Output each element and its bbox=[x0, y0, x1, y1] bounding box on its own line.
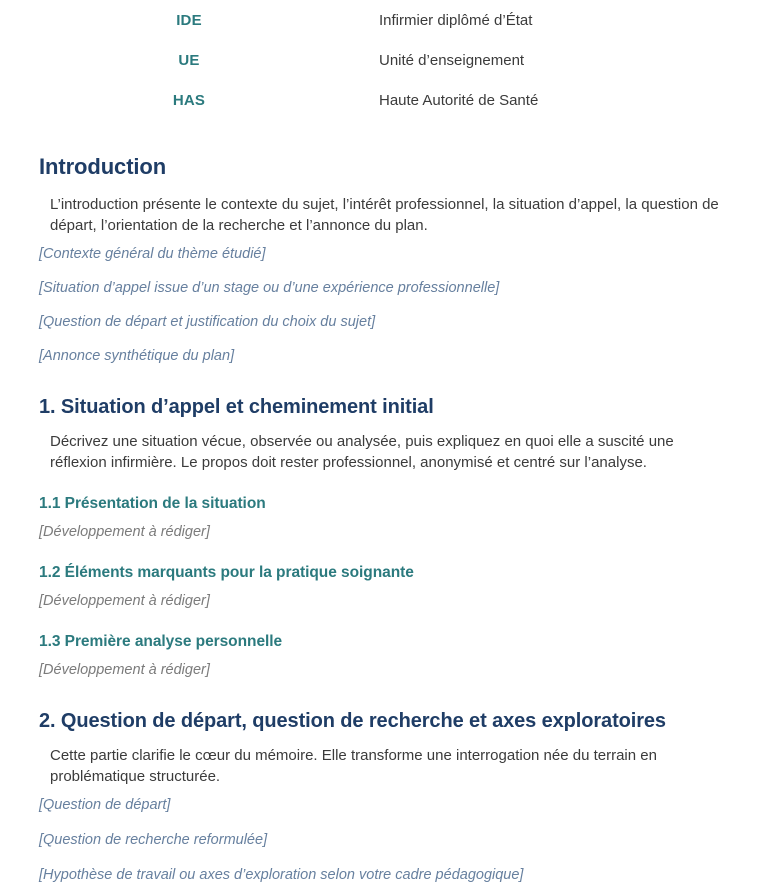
section-one-heading: 1. Situation d’appel et cheminement initial bbox=[39, 396, 434, 418]
table-row bbox=[39, 0, 746, 40]
subsection-heading: 1.3 Première analyse personnelle bbox=[39, 633, 283, 650]
placeholder-text: [Hypothèse de travail ou axes d’exploration selon votre cadre pédagogique] bbox=[39, 867, 524, 883]
placeholder-text: [Développement à rédiger] bbox=[39, 662, 210, 678]
placeholder-text: [Annonce synthétique du plan] bbox=[39, 348, 235, 364]
abbreviation-table bbox=[39, 0, 746, 120]
placeholder-text: [Situation d’appel issue d’un stage ou d’une expérience professionnelle] bbox=[39, 280, 500, 296]
abbreviation-definition: Haute Autorité de Santé bbox=[379, 91, 539, 109]
subsection-heading: 1.2 Éléments marquants pour la pratique soignante bbox=[39, 564, 414, 581]
placeholder-text: [Question de départ et justification du choix du sujet] bbox=[39, 314, 376, 330]
introduction-body: L’introduction présente le contexte du sujet, l’intérêt professionnel, la situation d’appel, la question de départ, l’orientation de la recherche et l’annonce du plan. bbox=[50, 196, 719, 234]
abbreviation-definition: Unité d’enseignement bbox=[379, 51, 525, 69]
placeholder-text: [Développement à rédiger] bbox=[39, 593, 210, 609]
table-row bbox=[39, 80, 746, 120]
section-one-body: Décrivez une situation vécue, observée ou analysée, puis expliquez en quoi elle a suscité une réflexion infirmière. Le propos doit rester professionnel, anonymisé et centré sur l’analyse. bbox=[50, 433, 674, 471]
placeholder-text: [Question de départ] bbox=[39, 797, 171, 813]
placeholder-text: [Développement à rédiger] bbox=[39, 524, 210, 540]
placeholder-text: [Question de recherche reformulée] bbox=[39, 832, 268, 848]
abbreviation-term: HAS bbox=[172, 91, 206, 109]
abbreviation-definition: Infirmier diplômé d’État bbox=[379, 11, 533, 29]
section-two-heading: 2. Question de départ, question de recherche et axes exploratoires bbox=[39, 710, 666, 732]
abbreviation-term: UE bbox=[178, 51, 200, 69]
subsection-heading: 1.1 Présentation de la situation bbox=[39, 495, 266, 512]
table-row bbox=[39, 40, 746, 80]
section-two-body: Cette partie clarifie le cœur du mémoire. Elle transforme une interrogation née du terrain en problématique structurée. bbox=[50, 747, 657, 785]
placeholder-text: [Contexte général du thème étudié] bbox=[39, 246, 266, 262]
introduction-heading: Introduction bbox=[39, 154, 167, 179]
abbreviation-term: IDE bbox=[176, 11, 202, 29]
